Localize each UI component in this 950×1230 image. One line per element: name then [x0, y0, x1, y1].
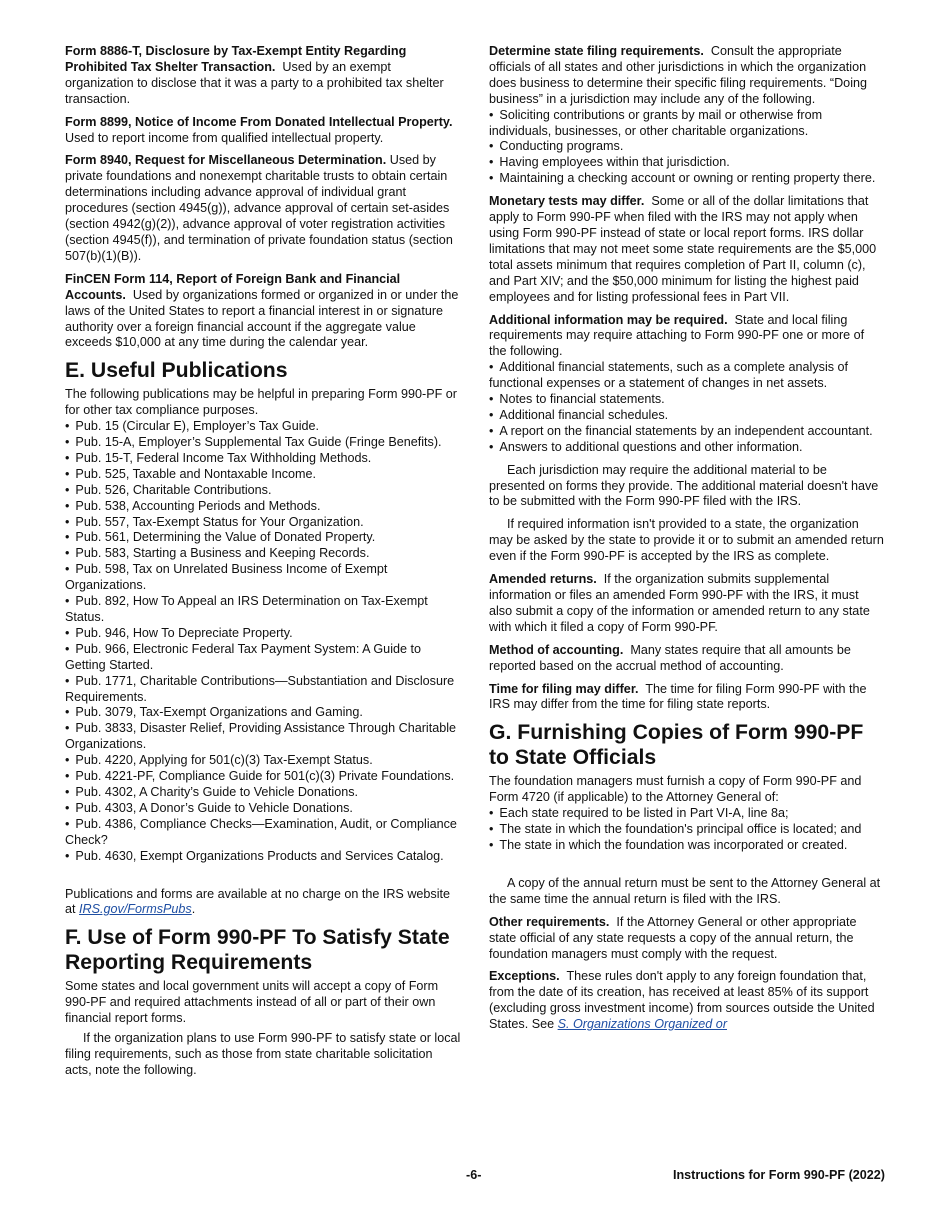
fincen-114-title: FinCEN Form 114, Report of Foreign Bank and Financial Accounts. [65, 271, 401, 302]
left-column [65, 44, 461, 1086]
publication-item: • Pub. 4221-PF, Compliance Guide for 501(c)(3) Private Foundations. [65, 769, 461, 785]
exceptions-title: Exceptions. [489, 969, 560, 984]
availability-paragraph: Publications and forms are available at no charge on the IRS website at IRS.gov/FormsPubs. [65, 886, 451, 917]
additional-info-item: • Additional financial statements, such as a complete analysis of functional expenses or a statement of changes in net assets. [489, 360, 885, 392]
availability-text: Publications and forms are available at no charge on the IRS website at [65, 886, 451, 917]
additional-info-item: • A report on the financial statements by an independent accountant. [489, 424, 885, 440]
fincen-114-paragraph [65, 272, 461, 352]
additional-info-item: • Additional financial schedules. [489, 408, 885, 424]
publication-item: • Pub. 526, Charitable Contributions. [65, 483, 461, 499]
section-e-heading: E. Useful Publications [65, 359, 288, 383]
section-f-heading: F. Use of Form 990-PF To Satisfy State Reporting Requirements [65, 926, 450, 975]
publication-item: • Pub. 557, Tax-Exempt Status for Your Organization. [65, 515, 461, 531]
other-requirements-text: If the Attorney General or other appropriate state official of any state requests a copy of the annual return, the foundation managers must comply with the request. [489, 914, 857, 961]
publication-item: • Pub. 3079, Tax-Exempt Organizations and Gaming. [65, 705, 461, 721]
section-e-intro: The following publications may be helpful in preparing Form 990-PF or for other tax compliance purposes. [65, 387, 458, 418]
doing-business-item: • Soliciting contributions or grants by mail or otherwise from individuals, businesses, or other charitable organizations. [489, 108, 885, 140]
publication-item: • Pub. 15 (Circular E), Employer’s Tax Guide. [65, 419, 461, 435]
publication-item: • Pub. 892, How To Appeal an IRS Determination on Tax-Exempt Status. [65, 594, 461, 626]
method-text: Many states require that all amounts be reported based on the accrual method of accounting. [489, 642, 851, 673]
form-8899-text: Used to report income from qualified intellectual property. [65, 130, 384, 145]
other-requirements-paragraph [489, 915, 885, 963]
additional-info-item: • Notes to financial statements. [489, 392, 885, 408]
monetary-title: Monetary tests may differ. [489, 194, 645, 209]
fincen-114-text: Used by organizations formed or organized in or under the laws of the United States to report a financial interest in or signature authority over a foreign financial account if the aggregate value exceeds $10,000 at any time during the calendar year. [65, 287, 459, 350]
exceptions-paragraph [489, 969, 885, 1033]
exceptions-text: These rules don't apply to any foreign foundation that, from the date of its creation, has received at least 85% of its support (excluding gross investment income) from sources outside the United States. See [489, 969, 875, 1032]
irs-formspubs-link[interactable]: IRS.gov/FormsPubs [79, 902, 192, 917]
publication-item: • Pub. 561, Determining the Value of Donated Property. [65, 530, 461, 546]
attorney-general-list [489, 806, 885, 854]
form-8886t-title: Form 8886-T, Disclosure by Tax-Exempt Entity Regarding Prohibited Tax Shelter Transaction. [65, 44, 407, 74]
determine-text: Consult the appropriate officials of all states and other jurisdictions in which the organization does business to determine their specific filing requirements. “Doing business” in a jurisdiction may include any of the following. [489, 44, 867, 106]
organizations-organized-link[interactable]: S. Organizations Organized or [557, 1017, 728, 1032]
publication-item: • Pub. 3833, Disaster Relief, Providing Assistance Through Charitable Organizations. [65, 721, 461, 753]
attorney-general-item: • The state in which the foundation's principal office is located; and [489, 822, 885, 838]
monetary-paragraph [489, 194, 885, 305]
doing-business-item: • Having employees within that jurisdiction. [489, 155, 885, 171]
other-requirements-title: Other requirements. [489, 914, 610, 929]
publication-item: • Pub. 525, Taxable and Nontaxable Income. [65, 467, 461, 483]
form-8899-paragraph [65, 115, 461, 147]
doing-business-item: • Maintaining a checking account or owning or renting property there. [489, 171, 885, 187]
form-8940-text: Used by private foundations and nonexempt charitable trusts to obtain certain determinations including advance approval of individual grant procedures (section 4945(g)), advance approval of certain set-asides (section 4942(g)(2)), advance approval of voter registration activities (section 4945(f)), and termination of private foundation status (section 507(b)(1)(B)). [65, 153, 453, 263]
attorney-general-item: • Each state required to be listed in Part VI-A, line 8a; [489, 806, 885, 822]
section-g-paragraph-2: A copy of the annual return must be sent to the Attorney General at the same time the annual return is filed with the IRS. [489, 875, 881, 906]
publication-item: • Pub. 598, Tax on Unrelated Business Income of Exempt Organizations. [65, 562, 461, 594]
additional-paragraph [489, 313, 885, 361]
publication-item: • Pub. 15-A, Employer’s Supplemental Tax Guide (Fringe Benefits). [65, 435, 461, 451]
determine-paragraph [489, 44, 885, 108]
amended-paragraph [489, 572, 885, 636]
publication-item: • Pub. 15-T, Federal Income Tax Withholding Methods. [65, 451, 461, 467]
publication-item: • Pub. 538, Accounting Periods and Methods. [65, 499, 461, 515]
publication-item: • Pub. 946, How To Depreciate Property. [65, 626, 461, 642]
publication-item: • Pub. 4630, Exempt Organizations Products and Services Catalog. [65, 849, 461, 865]
publication-item: • Pub. 1771, Charitable Contributions—Substantiation and Disclosure Requirements. [65, 674, 461, 706]
amended-title: Amended returns. [489, 572, 597, 587]
publication-item: • Pub. 583, Starting a Business and Keeping Records. [65, 546, 461, 562]
form-8886t-paragraph [65, 44, 461, 108]
additional-info-item: • Answers to additional questions and other information. [489, 440, 885, 456]
time-paragraph [489, 682, 885, 714]
section-g-intro: The foundation managers must furnish a copy of Form 990-PF and Form 4720 (if applicable) to the Attorney General of: [489, 774, 862, 805]
form-8899-title: Form 8899, Notice of Income From Donated Intellectual Property. [65, 114, 453, 129]
additional-text: State and local filing requirements may require attaching to Form 990-PF one or more of the following. [489, 312, 865, 359]
time-title: Time for filing may differ. [489, 681, 639, 696]
section-f-paragraph-2: If the organization plans to use Form 990-PF to satisfy state or local filing requirements, such as those from state charitable solicitation acts, note the following. [65, 1031, 461, 1077]
publication-item: • Pub. 4303, A Donor’s Guide to Vehicle Donations. [65, 801, 461, 817]
doing-business-list [489, 108, 885, 188]
publication-item: • Pub. 4220, Applying for 501(c)(3) Tax-Exempt Status. [65, 753, 461, 769]
page-number: -6- [466, 1168, 482, 1182]
additional-paragraph-3: If required information isn't provided to a state, the organization may be asked by the state to provide it or to submit an amended return even if the Form 990-PF is accepted by the IRS as complete. [489, 517, 884, 564]
amended-text: If the organization submits supplemental information or files an amended Form 990-PF with the IRS, it must also submit a copy of the information or amended return to any state with which it filed a copy of Form 990-PF. [489, 572, 870, 634]
footer-title: Instructions for Form 990-PF (2022) [672, 1168, 885, 1182]
publication-item: • Pub. 966, Electronic Federal Tax Payment System: A Guide to Getting Started. [65, 642, 461, 674]
additional-title: Additional information may be required. [489, 312, 728, 327]
attorney-general-item: • The state in which the foundation was incorporated or created. [489, 838, 885, 854]
form-8940-paragraph [65, 153, 461, 264]
publications-list [65, 419, 461, 864]
right-column [489, 44, 885, 1040]
time-text: The time for filing Form 990-PF with the IRS may differ from the time for filing state reports. [489, 681, 867, 712]
method-title: Method of accounting. [489, 642, 624, 657]
form-8940-title: Form 8940, Request for Miscellaneous Determination. [65, 153, 387, 168]
determine-title: Determine state filing requirements. [489, 44, 704, 58]
section-g-heading: G. Furnishing Copies of Form 990-PF to State Officials [489, 721, 864, 770]
additional-paragraph-2: Each jurisdiction may require the additional material to be presented on forms they provide. The additional material doesn't have to be submitted with the Form 990-PF filed with the IRS. [489, 462, 879, 509]
section-f-paragraph-1: Some states and local government units will accept a copy of Form 990-PF and required attachments instead of all or part of their own financial report forms. [65, 979, 439, 1026]
method-paragraph [489, 643, 885, 675]
publication-item: • Pub. 4302, A Charity’s Guide to Vehicle Donations. [65, 785, 461, 801]
form-8886t-text: Used by an exempt organization to disclose that it was a party to a prohibited tax shelter transaction. [65, 59, 444, 106]
monetary-text: Some or all of the dollar limitations that apply to Form 990-PF when filed with the IRS may not apply when using Form 990-PF instead of state or local report forms. IRS dollar limitations that may not meet some state requirements are the $5,000 total assets minimum that requires completion of Part II, column (c), and Part XIV; and the $50,000 minimum for listing the highest paid employees and for listing professional fees in Part VII. [489, 194, 877, 304]
additional-info-list [489, 360, 885, 455]
doing-business-item: • Conducting programs. [489, 139, 885, 155]
publication-item: • Pub. 4386, Compliance Checks—Examination, Audit, or Compliance Check? [65, 817, 461, 849]
